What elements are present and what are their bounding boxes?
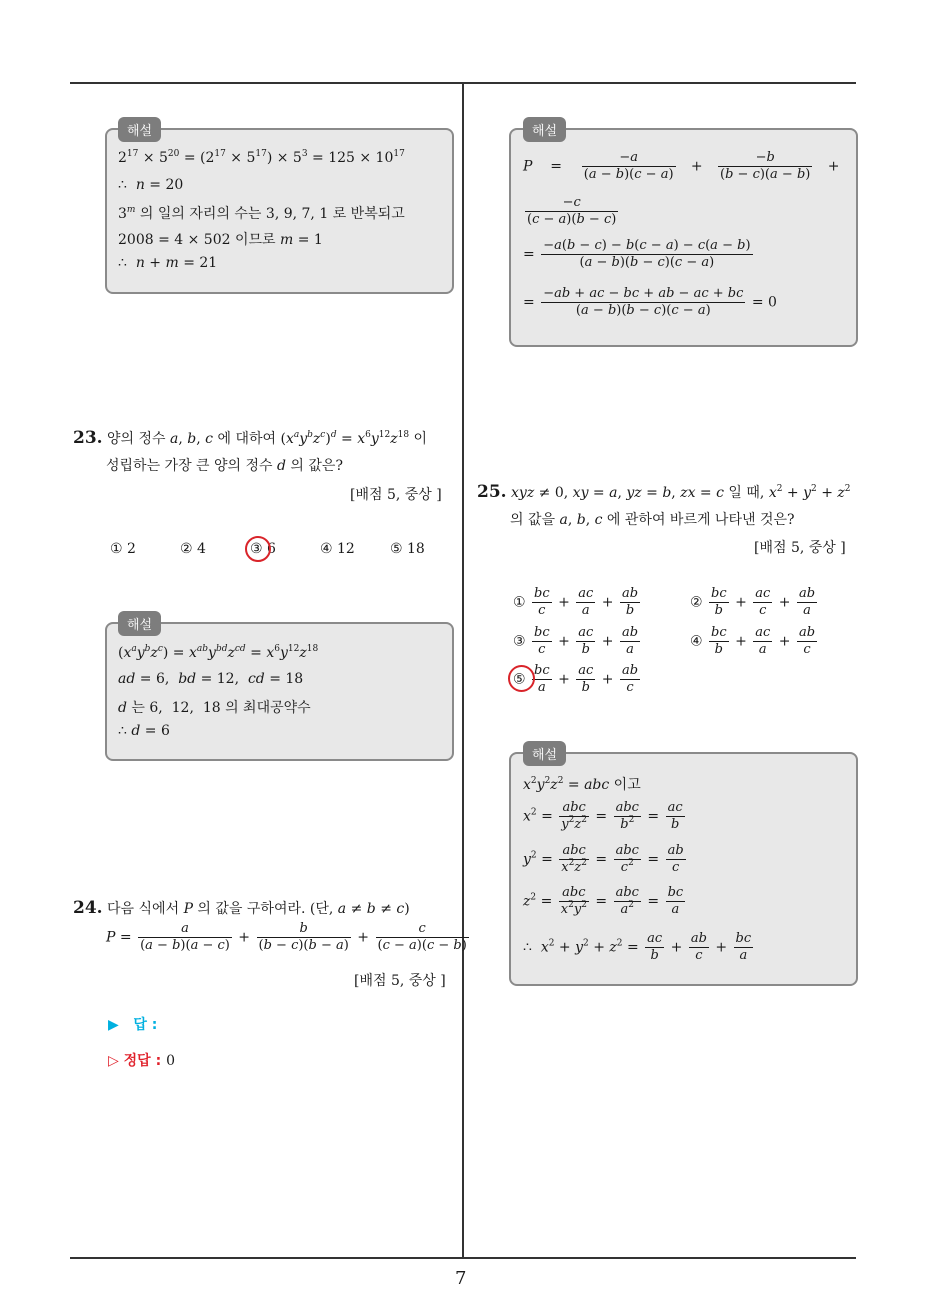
solution-line: $\frac{-c}{(c - a)(b - c)}$ [527, 195, 617, 227]
question-25-text: 의 값을 a, b, c 에 관하여 바르게 나타낸 것은? [510, 512, 795, 528]
solution-line: $y^2$ = $\frac{\text{abc}}{x^2z^2}$ = $\frac{\text{abc}}{c^2}$ = $\frac{ab}{c}$ [523, 843, 684, 875]
play-outline-icon: ▷ [108, 1053, 119, 1069]
solution-line: ∴ n + m = 21 [118, 255, 218, 271]
solution-line: $2^{17} \times 5^{20} = (2^{17} \times 5^{17}) \times 5^3 = 125 \times 10^{17}$ [118, 149, 405, 166]
question-number: 24. [73, 898, 103, 918]
answer-mark-circle [245, 536, 271, 562]
correct-label: 정답 : [123, 1053, 162, 1069]
question-24-formula: P = $\frac{a}{(a - b)(a - c)}$ + $\frac{b}{(b - c)(b - a)}$ + $\frac{c}{(c - a)(c - b)}$ [106, 921, 467, 953]
choice-5[interactable]: ⑤ $\frac{bc}{a}$ + $\frac{ac}{b}$ + $\frac{ab}{c}$ [513, 663, 639, 695]
question-number: 23. [73, 428, 103, 448]
solution-line: ∴ n = 20 [118, 177, 184, 193]
correct-value: 0 [166, 1053, 175, 1069]
bottom-rule [70, 1257, 856, 1259]
correct-answer-row [108, 1050, 175, 1070]
question-number: 25. [477, 482, 507, 502]
solution-line: $(x^ay^bz^c) = x^{ab}y^{bd}z^{cd} = x^6y^{12}z^{18}$ [118, 644, 319, 661]
solution-line: d 는 6, 12, 18 의 최대공약수 [118, 700, 311, 716]
solution-box-23 [105, 622, 454, 761]
choice-3[interactable]: ③ $\frac{bc}{c}$ + $\frac{ac}{b}$ + $\frac{ab}{a}$ [513, 625, 639, 657]
solution-line: $x^2$ = $\frac{\text{abc}}{y^2z^2}$ = $\frac{\text{abc}}{b^2}$ = $\frac{ac}{b}$ [523, 800, 683, 832]
choice-4[interactable]: ④ $\frac{bc}{b}$ + $\frac{ac}{a}$ + $\frac{ab}{c}$ [690, 625, 816, 657]
solution-line: 2008 = 4 × 502 이므로 m = 1 [118, 232, 323, 248]
solution-line: ∴ $x^2 + y^2 + z^2$ = $\frac{ac}{b}$ + $\frac{ab}{c}$ + $\frac{bc}{a}$ [523, 931, 752, 963]
question-23-meta: [배점 5, 중상 ] [350, 487, 442, 503]
solution-line: = $\frac{-a(b - c) - b(c - a) - c(a - b)}{(a - b)(b - c)(c - a)}$ [523, 238, 751, 270]
solution-line: P = $\frac{-a}{(a - b)(c - a)}$ + $\frac{-b}{(b - c)(a - b)}$ + [523, 150, 840, 182]
solution-line: ad = 6, bd = 12, cd = 18 [118, 671, 304, 687]
answer-label: 답 : [133, 1017, 158, 1033]
choice-2[interactable]: ② $\frac{bc}{b}$ + $\frac{ac}{c}$ + $\frac{ab}{a}$ [690, 586, 816, 618]
solution-line: 3$^m$ 의 일의 자리의 수는 3, 9, 7, 1 로 반복되고 [118, 205, 405, 222]
play-icon: ▶ [108, 1017, 119, 1033]
solution-line: ∴ d = 6 [118, 723, 170, 739]
column-divider [462, 82, 464, 1258]
answer-mark-circle [508, 665, 535, 692]
choice-3[interactable]: ③ 6 [250, 541, 276, 557]
solution-line: $x^2y^2z^2$ = abc 이고 [523, 776, 641, 793]
answer-row[interactable] [108, 1014, 157, 1034]
solution-line: = $\frac{-ab + ac - bc + ab - ac + bc}{(a - b)(b - c)(c - a)}$ = 0 [523, 286, 777, 318]
question-23-text: 23. 양의 정수 a, b, c 에 대하여 $(x^ay^bz^c)^d = x^6y^{12}z^{18}$ 이 [73, 428, 428, 448]
choice-1[interactable]: ① 2 [110, 541, 136, 557]
question-25-text: 25. xyz ≠ 0, xy = a, yz = b, zx = c 일 때, $x^2 + y^2 + z^2$ [477, 482, 851, 502]
question-23-text: 성립하는 가장 큰 양의 정수 d 의 값은? [106, 458, 343, 474]
solution-line: $z^2$ = $\frac{\text{abc}}{x^2y^2}$ = $\frac{\text{abc}}{a^2}$ = $\frac{bc}{a}$ [523, 885, 684, 917]
solution-tag: 해설 [523, 117, 566, 142]
question-24-meta: [배점 5, 중상 ] [354, 973, 446, 989]
choice-4[interactable]: ④ 12 [320, 541, 355, 557]
solution-tag: 해설 [523, 741, 566, 766]
choice-2[interactable]: ② 4 [180, 541, 206, 557]
solution-tag: 해설 [118, 611, 161, 636]
question-25-meta: [배점 5, 중상 ] [754, 540, 846, 556]
choice-1[interactable]: ① $\frac{bc}{c}$ + $\frac{ac}{a}$ + $\frac{ab}{b}$ [513, 586, 639, 618]
question-24-text: 24. 다음 식에서 P 의 값을 구하여라. (단, a ≠ b ≠ c) [73, 898, 410, 918]
page-number: 7 [455, 1268, 467, 1289]
choice-5[interactable]: ⑤ 18 [390, 541, 425, 557]
solution-tag: 해설 [118, 117, 161, 142]
